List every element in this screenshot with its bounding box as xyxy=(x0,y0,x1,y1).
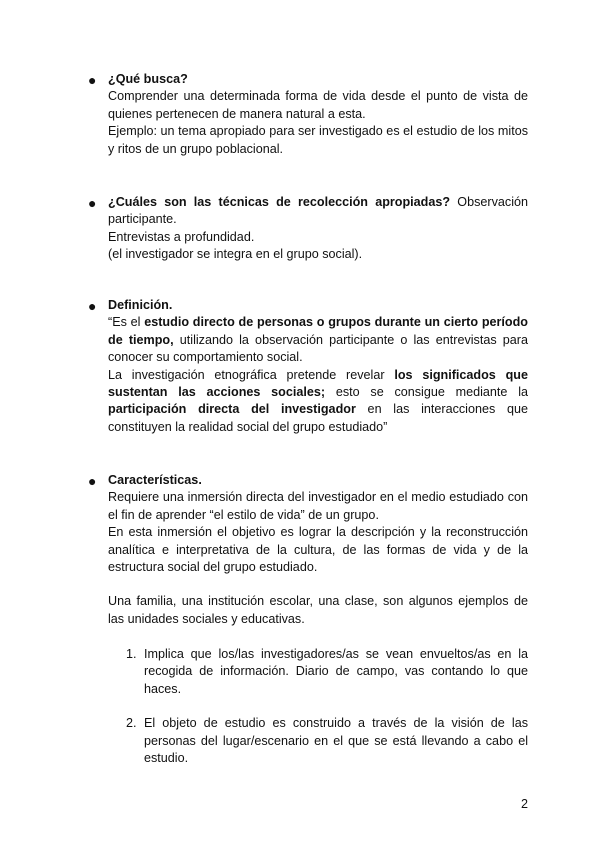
list-number: 1. xyxy=(126,647,137,661)
bold-run: participación directa del investigador xyxy=(108,402,356,417)
paragraph xyxy=(108,367,528,437)
bold-run: los significados que sustentan las acciones sociales; xyxy=(108,367,529,400)
list-number: 2. xyxy=(126,716,137,731)
text-run: esto se consigue mediante la xyxy=(325,385,528,400)
paragraph: (el investigador se integra en el grupo social). xyxy=(108,247,363,262)
section-heading: Definición. xyxy=(108,298,173,312)
section-que-busca xyxy=(108,71,528,158)
section-heading: ¿Qué busca? xyxy=(108,72,188,86)
paragraph: Una familia, una institución escolar, una clase, son algunos ejemplos de las unidades sociales y educativas. xyxy=(108,594,528,626)
text-run: en las interacciones que constituyen la realidad social del grupo estudiado” xyxy=(108,402,528,434)
section-heading: Características. xyxy=(108,473,202,487)
text-run: La investigación etnográfica pretende revelar xyxy=(108,367,395,382)
paragraph xyxy=(108,194,528,229)
numbered-list xyxy=(126,646,528,767)
bullet-dot: ● xyxy=(88,72,97,88)
bullet-dot: ● xyxy=(88,195,97,211)
text-run: utilizando la observación participante o las entrevistas para conocer su comportamiento social. xyxy=(108,332,528,365)
bullet-dot: ● xyxy=(88,473,97,489)
section-tecnicas xyxy=(108,194,528,264)
section-heading: ¿Cuáles son las técnicas de recolección apropiadas? xyxy=(108,195,451,209)
section-caracteristicas xyxy=(108,472,528,628)
bold-run: estudio directo de personas o grupos durante un cierto período de tiempo, xyxy=(108,315,528,347)
list-item-text: Implica que los/las investigadores/as se vean envueltos/as en la recogida de información. Diario de campo, vas contando lo que haces. xyxy=(144,647,528,696)
paragraph xyxy=(108,314,528,366)
heading-tail: Observación participante. xyxy=(108,195,528,227)
list-item xyxy=(126,715,528,767)
list-item-text: El objeto de estudio es construido a través de la visión de las personas del lugar/escenario en el que se está llevando a cabo el estudio. xyxy=(144,716,528,766)
bullet-dot: ● xyxy=(88,298,97,314)
paragraph: Ejemplo: un tema apropiado para ser investigado es el estudio de los mitos y ritos de un grupo poblacional. xyxy=(108,124,528,156)
page-number: 2 xyxy=(520,797,528,811)
text-run: “Es el xyxy=(108,315,145,330)
paragraph: En esta inmersión el objetivo es lograr la descripción y la reconstrucción analítica e interpretativa de la cultura, de las formas de vida y de la estructura social del grupo estudiado. xyxy=(108,525,528,575)
paragraph: Requiere una inmersión directa del investigador en el medio estudiado con el fin de aprender “el estilo de vida” de un grupo. xyxy=(108,490,528,522)
list-item xyxy=(126,646,528,698)
paragraph: Comprender una determinada forma de vida desde el punto de vista de quienes pertenecen de manera natural a esta. xyxy=(108,89,528,121)
section-definicion xyxy=(108,297,528,436)
paragraph: Entrevistas a profundidad. xyxy=(108,229,255,244)
